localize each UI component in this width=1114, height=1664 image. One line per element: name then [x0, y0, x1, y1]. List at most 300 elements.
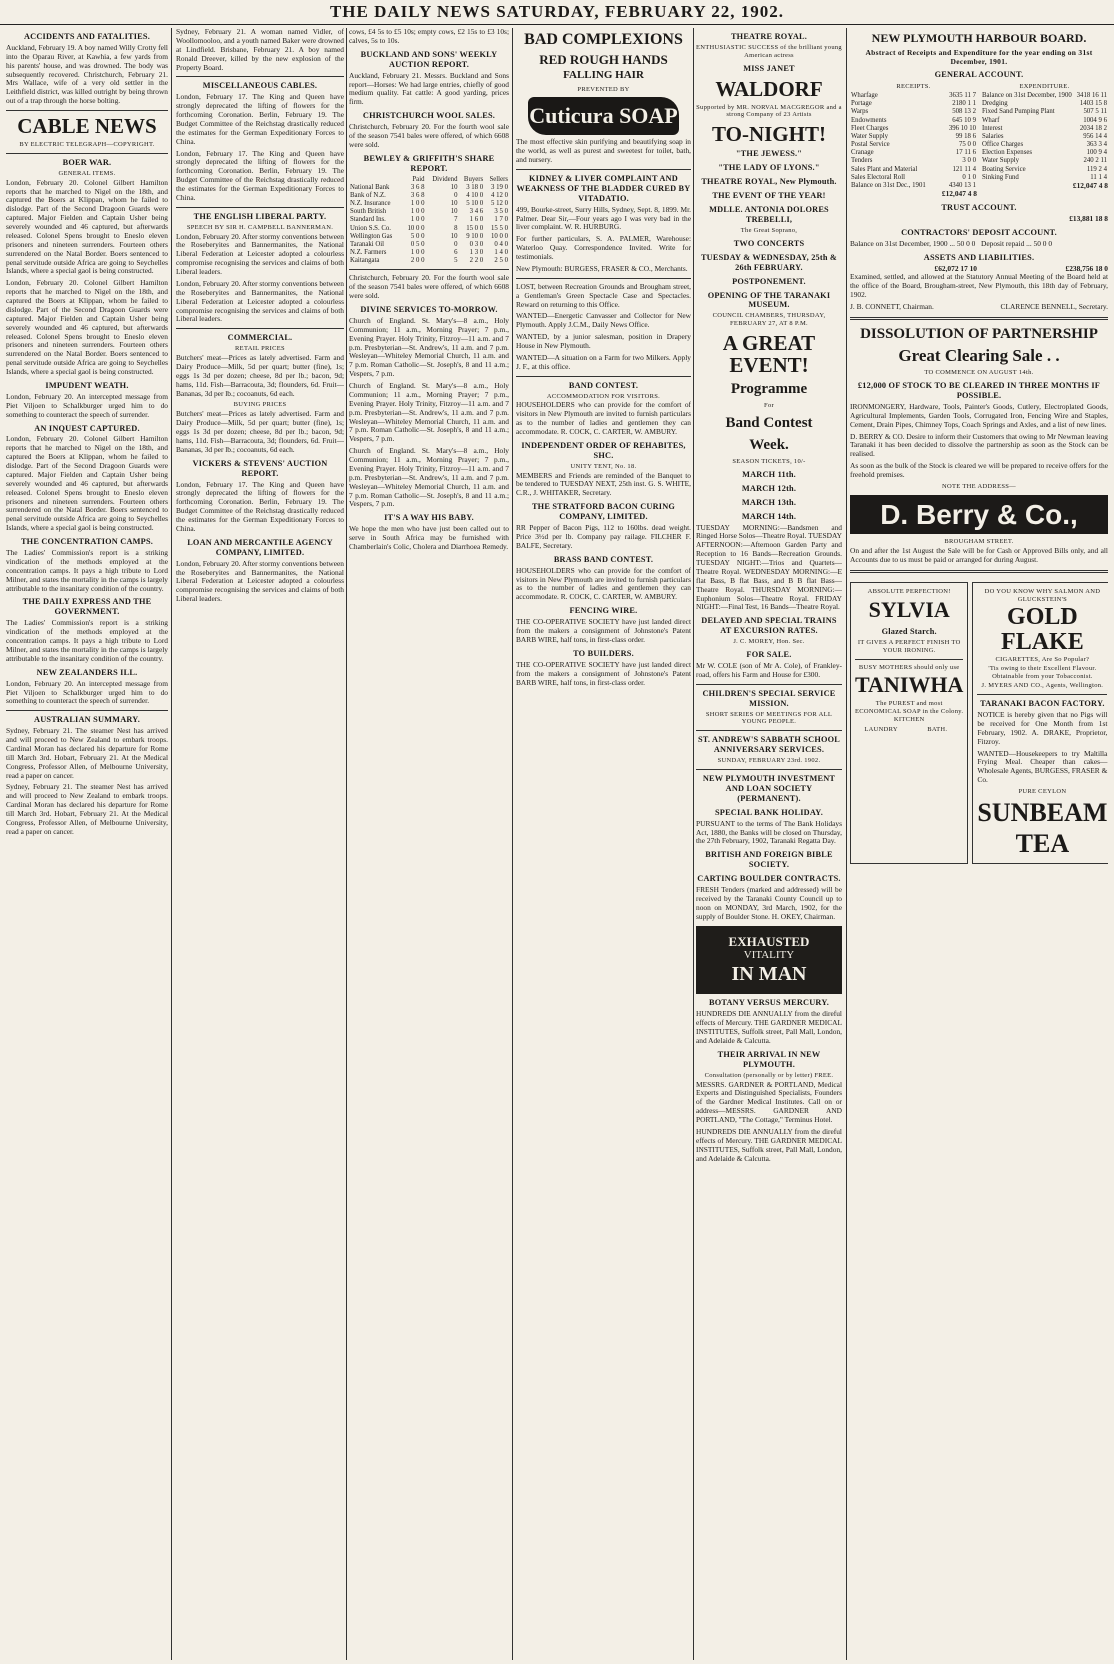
table-cell: 3 5 0 — [494, 208, 508, 216]
theatre-miss: MISS JANET — [743, 63, 795, 73]
liabilities-total: £238,756 18 0 — [1065, 263, 1108, 273]
ad-sunbeam-brand: SUNBEAM TEA — [977, 797, 1108, 858]
table-cell: 0 — [454, 240, 458, 248]
freehold-notice: As soon as the bulk of the Stock is cleared we will be prepared to receive offers for the freehold premises. — [850, 461, 1108, 480]
heading-camps: THE CONCENTRATION CAMPS. — [20, 537, 154, 547]
table-cell: Standard Ins. — [350, 216, 386, 224]
table-row — [850, 174, 977, 182]
divider — [6, 153, 168, 154]
column-2 — [176, 28, 344, 1660]
theatre-enthus: ENTHUSIASTIC SUCCESS of the brilliant young American actress — [696, 43, 842, 59]
heading-daily-express: THE DAILY EXPRESS AND THE GOVERNMENT. — [22, 597, 152, 617]
share-header-cell: Paid — [412, 175, 425, 183]
article-divine-cont2: Church of England. St. Mary's—8 a.m., Holy Communion; 11 a.m., Morning Prayer; 7 p.m., Evening Prayer. Holy Trinity, Fitzroy—11 a.m. and 7 p.m. Presbyterian—St. Andrew's, 11 a.m. and 7 p.m. Wesleyan—Whiteley Memorial Church, 11 a.m. and 7 p.m. Roman Catholic—St. Joseph's, 8 and 11 a.m.; Vespers, 7 p.m. — [349, 446, 509, 509]
divider — [850, 317, 1108, 320]
table-cell: Wellington Gas — [350, 232, 393, 240]
table-cell: 17 11 6 — [955, 149, 976, 157]
table-cell: 119 2 4 — [1086, 165, 1107, 173]
heading-divine: DIVINE SERVICES TO-MORROW. — [360, 304, 498, 314]
heading-retail: RETAIL PRICES — [235, 345, 285, 353]
table-cell: 1 0 0 — [410, 200, 425, 208]
theatre-concerts: TWO CONCERTS — [733, 238, 805, 248]
table-row — [981, 166, 1108, 174]
table-cell: 10 — [450, 208, 458, 216]
season-tickets: SEASON TICKETS, 10/- — [732, 457, 806, 465]
divider — [176, 76, 344, 77]
programme-band: Band Contest — [725, 414, 813, 431]
article-divine-cont: Church of England. St. Mary's—8 a.m., Holy Communion; 11 a.m., Morning Prayer; 7 p.m., Evening Prayer. Holy Trinity, Fitzroy—11 a.m. and 7 p.m. Presbyterian—St. Andrew's, 11 a.m. and 7 p.m. Wesleyan—Whiteley Memorial Church, 11 a.m. and 7 p.m. Roman Catholic—St. Joseph's, 8 and 11 a.m.; Vespers, 7 p.m. — [349, 381, 509, 444]
table-row — [981, 117, 1108, 125]
table-cell: 1 0 0 — [410, 216, 425, 224]
heading-liberal: THE ENGLISH LIBERAL PARTY. — [193, 211, 327, 221]
column-3 — [349, 28, 509, 1660]
table-cell: 2 2 0 — [469, 257, 484, 265]
table-cell: Office Charges — [982, 141, 1024, 149]
column-rule — [846, 28, 847, 1660]
table-cell: Taranaki Oil — [350, 240, 385, 248]
heading-short-series: SHORT SERIES OF MEETINGS FOR ALL YOUNG PEOPLE. — [705, 710, 833, 726]
table-cell: 240 2 11 — [1083, 157, 1107, 165]
article-brass: HOUSEHOLDERS who can provide for the comfort of visitors in New Plymouth are invited to furnish particulars as to the number of ladies and gentlemen they can accommodate. R. COCK, C. CARTER, W. AMBURY. — [516, 565, 691, 602]
table-cell: Water Supply — [851, 132, 889, 140]
divider — [516, 376, 691, 377]
table-row — [349, 241, 509, 249]
table-row — [981, 149, 1108, 157]
table-row — [850, 92, 977, 100]
table-row — [349, 225, 509, 233]
theatre-event: THE EVENT OF THE YEAR! — [712, 191, 826, 201]
column-rule — [171, 28, 172, 1660]
ad-finish: IT GIVES A PERFECT FINISH TO YOUR IRONING. — [857, 639, 961, 654]
article-australian: Sydney, February 21. The steamer Nest has arrived and will proceed to New Zealand to embark troops. Cardinal Moran has declared his departure for Rome till March 3rd. Hobart, February 21. At the Medical Congress, Professor Allen, of Melbourne University, read a paper on cancer. — [6, 726, 168, 780]
table-cell: 3635 11 7 — [949, 92, 976, 100]
subheading-liberal: SPEECH BY SIR H. CAMPBELL BANNERMAN. — [186, 223, 334, 231]
heading-sabbath: ST. ANDREW'S SABBATH SCHOOL ANNIVERSARY SERVICES. — [697, 735, 841, 755]
table-cell: 508 13 2 — [952, 108, 976, 116]
table-cell: 3418 16 11 — [1076, 92, 1107, 100]
article-newplym: New Plymouth: BURGESS, FRASER & CO., Merchants. — [516, 263, 688, 273]
receipts-table — [850, 92, 977, 190]
article-inquest: London, February 20. Colonel Gilbert Hamilton reports that he marched to Nigel on the 18th, and captured the Boers at Klippan, whom he failed to dislodge. Part of the Second Dragoon Guards were captured. Major Fielden and Captain Usher being severely wounded and 46 captured, but afterwards released. Colonel Spens brought to Eneslo eleven prisoners and nineteen surrenders. Fourteen others surrendered on the Natal Border. Boers sentenced to penal servitude outside Africa are going to Seychelles Islands, where a special gaol is being constructed. — [6, 434, 168, 533]
theatre-waldorf: WALDORF — [715, 76, 823, 101]
berry-notice: D. BERRY & CO. Desire to inform their Customers that owing to Mr Newman leaving Taranaki it has been decided to dissolve the partnership as soon as the Stock can be realised. — [850, 431, 1108, 459]
table-cell: 0 3 0 — [469, 240, 484, 248]
heading-vickers: VICKERS & STEVENS' AUCTION REPORT. — [192, 458, 328, 478]
theatre-postponed: POSTPONEMENT. — [732, 276, 806, 286]
harbour-board-title: NEW PLYMOUTH HARBOUR BOARD. — [871, 31, 1087, 45]
divider — [6, 710, 168, 711]
masthead-title: THE DAILY NEWS SATURDAY, FEBRUARY 22, 1902. — [329, 2, 785, 21]
share-header-cell: Sellers — [489, 175, 508, 183]
ad-red-hands: RED ROUGH HANDS — [539, 51, 668, 67]
table-cell: 2180 1 1 — [952, 100, 976, 108]
article-buckland: Auckland, February 21. Messrs. Buckland and Sons report—Horses: We had large entries, chiefly of good medium quality. Fat cattle: A good yarding, prices firm. — [349, 70, 509, 107]
table-cell: 0 4 0 — [494, 240, 508, 248]
table-row — [349, 257, 509, 265]
clearing-sub: TO COMMENCE ON AUGUST 14th. — [924, 369, 1034, 377]
table-cell: 2 0 0 — [410, 257, 425, 265]
divider — [696, 769, 842, 770]
heading-nz-ill: NEW ZEALANDERS ILL. — [36, 667, 138, 677]
table-cell: Fixed Sand Pumping Plant — [982, 108, 1055, 116]
table-cell: 10 — [450, 200, 458, 208]
table-cell: 956 14 4 — [1083, 132, 1107, 140]
column-4 — [516, 28, 691, 1660]
table-row — [349, 184, 509, 192]
heading-unity: UNITY TENT, No. 18. — [570, 462, 637, 470]
table-cell: 3 0 0 — [962, 157, 976, 165]
table-row — [349, 200, 509, 208]
table-cell: 3 4 6 — [469, 208, 484, 216]
ad-goldflake — [972, 582, 1108, 864]
ad-sunbeam-text: WANTED—Housekeepers to try Maltilla Frying Meal. Cheaper than cakes—Wholesale Agents, BURGESS, FRASER & Co. — [977, 748, 1108, 785]
article-boer-war: London, February 20. Colonel Gilbert Hamilton reports that he marched to Nigel on the 18th, and captured the Boers at Klippan, whom he failed to dislodge. Part of the Second Dragoon Guards were captured. Major Fielden and Captain Usher being severely wounded and 46 captured, but afterwards released. Colonel Spens brought to Eneslo eleven prisoners and nineteen surrenders. Fourteen others surrendered on the Natal Border. Boers sentenced to penal servitude outside Africa are going to Seychelles Islands, where a special gaol is being constructed. — [6, 177, 168, 276]
table-cell: 0 1 0 — [962, 173, 976, 181]
table-cell: Bank of N.Z. — [350, 191, 386, 199]
article-misc-cont: London, February 17. The King and Queen have strongly deprecated the lifting of flowers for the forthcoming Coronation. Berlin, February 19. The Budget Committee of the Reichstag drastically reduced the estimates for the German Expeditionary Forces to China. — [176, 148, 344, 202]
column-5 — [696, 28, 842, 1660]
heading-inquest: AN INQUEST CAPTURED. — [34, 423, 140, 433]
table-cell: 7 — [454, 216, 458, 224]
heading-builders: TO BUILDERS. — [573, 648, 634, 658]
brougham-street: BROUGHAM STREET. — [944, 538, 1014, 546]
table-cell: Wharfage — [851, 92, 878, 100]
heading-buying: BUYING PRICES — [233, 401, 287, 409]
jmorey: J. C. MOREY, Hon. Sec. — [733, 638, 805, 646]
table-cell: 10 — [450, 183, 458, 191]
sig-secretary: CLARENCE BENNELL, Secretary. — [1000, 302, 1108, 311]
table-row — [349, 192, 509, 200]
table-cell: 4340 13 1 — [948, 181, 976, 189]
table-cell: 15 0 0 — [466, 224, 484, 232]
expenditure-table — [981, 92, 1108, 182]
masthead — [0, 0, 1114, 25]
table-cell: 3 18 0 — [466, 183, 484, 191]
table-cell: 5 — [454, 257, 458, 265]
heading-loan: LOAN AND MERCANTILE AGENCY COMPANY, LIMITED. — [187, 537, 333, 557]
ad-uses — [855, 725, 963, 735]
article-misc: London, February 17. The King and Queen have strongly deprecated the lifting of flowers for the forthcoming Coronation. Berlin, February 19. The Budget Committee of the Reichstag drastically reduced the estimates for the German Expeditionary Forces to China. — [176, 92, 344, 146]
ad-bacon-factory: TARANAKI BACON FACTORY. — [980, 699, 1105, 709]
table-cell: 99 18 6 — [955, 132, 976, 140]
article-unity: MEMBERS and Friends are reminded of the Banquet to be tendered to TUESDAY NEXT, 25th inst. G. S. WHITE, C.R., J. WHITAKER, Secretary. — [516, 470, 691, 498]
heading-australian: AUSTRALIAN SUMMARY. — [34, 715, 140, 725]
trust-total: £13,881 18 8 — [1069, 213, 1108, 223]
heading-contractors: CONTRACTORS' DEPOSIT ACCOUNT. — [901, 227, 1057, 237]
heading-general-account: GENERAL ACCOUNT. — [934, 70, 1024, 80]
table-cell: 15 5 0 — [491, 224, 508, 232]
heading-assets: ASSETS AND LIABILITIES. — [923, 252, 1035, 262]
heading-baby: IT'S A WAY HIS BABY. — [384, 513, 474, 523]
share-header-company — [349, 176, 403, 184]
table-cell: 1403 15 8 — [1079, 100, 1107, 108]
table-row — [981, 125, 1108, 133]
article-nz-ill: London, February 20. An intercepted message from Piet Viljoen to Schalkburger urged him to do something to counteract the speech of surrender. — [6, 678, 168, 706]
signatures — [850, 303, 1108, 312]
article-top-col3: cows, £4 5s to £5 10s; empty cows, £2 15s to £3 10s; calves, 5s to 10s. — [349, 28, 509, 45]
expenditure-label: EXPENDITURE. — [1019, 83, 1070, 91]
theatre-jewess: "THE JEWESS." — [735, 149, 803, 159]
article-vickers: London, February 17. The King and Queen have strongly deprecated the lifting of flowers for the forthcoming Coronation. Berlin, February 19. The Budget Committee of the Reichstag drastically reduced the estimates for the German Expeditionary Forces to China. — [176, 479, 344, 533]
table-cell: 4 10 0 — [466, 191, 484, 199]
table-row — [850, 141, 977, 149]
table-cell: 100 9 4 — [1086, 149, 1107, 157]
ad-busy: BUSY MOTHERS should only use — [858, 663, 960, 671]
ad-excellent: 'Tis owing to their Excellent Flavour. — [988, 664, 1097, 672]
table-cell: Dredging — [982, 100, 1008, 108]
table-cell: 1 0 0 — [410, 208, 425, 216]
berry-logo: D. Berry & Co., — [850, 495, 1108, 535]
table-cell: Sales Plant and Material — [851, 165, 918, 173]
divider — [696, 730, 842, 731]
heading-oddfellows: INDEPENDENT ORDER OF REHABITES, SHC. — [521, 440, 686, 460]
theatre-royal-2: THEATRE ROYAL, New Plymouth. — [701, 177, 837, 187]
theatre-soprano: The Great Soprano, — [740, 226, 798, 234]
table-cell: Water Supply — [982, 157, 1020, 165]
table-row — [850, 133, 977, 141]
ad-tobacconist: Obtainable from your Tobacconist. — [992, 673, 1093, 681]
table-cell: 396 10 10 — [948, 124, 976, 132]
column-6 — [850, 28, 1108, 1660]
article-baby: We hope the men who have just been called out to serve in South Africa may be furnished with Chamberlain's Colic, Cholera and Diarrhoea Remedy. — [349, 524, 509, 552]
ad-absolute: ABSOLUTE PERFECTION! — [867, 587, 951, 595]
table-row — [349, 233, 509, 241]
article-share-cont: Christchurch, February 20. For the fourth wool sale of the season 7541 bales were offered, of which 6608 were sold. — [349, 273, 509, 301]
ad-wanted-2: WANTED, by a junior salesman, position in Drapery House in New Plymouth. — [516, 332, 691, 351]
ad-sylvia — [850, 582, 968, 864]
article-accidents: Auckland, February 19. A boy named Willy Crotty fell into the Oparau River, at Kawhia, a few yards from his parents' house, and was drowned. The body was subsequently recovered. Christchurch, February 21. Mrs Wallace, wife of a very old settler in the Leithfield district, was killed outright by being thrown out of a trap through the horse bolting. — [6, 42, 168, 106]
ad-bacon-text: NOTICE is hereby given that no Pigs will be received for One Month from 1st February, 1902. A. DRAKE, Proprietor, Fitzroy. — [977, 710, 1108, 746]
ad-lost: LOST, between Recreation Grounds and Brougham street, a Gentleman's Green Spectacle Case and Spectacles. Reward on returning to this Office. — [516, 281, 691, 309]
table-row — [349, 249, 509, 257]
article-divine: Church of England. St. Mary's—8 a.m., Holy Communion; 11 a.m., Morning Prayer; 7 p.m., Evening Prayer. Holy Trinity, Fitzroy—11 a.m. and 7 p.m. Presbyterian—St. Andrew's, 11 a.m. and 7 p.m. Wesleyan—Whiteley Memorial Church, 11 a.m. and 7 p.m. Roman Catholic—St. Joseph's, 8 and 11 a.m.; Vespers, 7 p.m. — [349, 315, 509, 379]
ad-ceylon: PURE CEYLON — [1018, 788, 1067, 796]
article-retail: Butchers' meat—Prices as lately advertised. Farm and Dairy Produce—Milk, 5d per quart; butter (fine), 1s; eggs 1s 3d per dozen; cheese, 8d per lb.; bacon, 9d; hams, 11d. Fish—Barracouta, 3d; flounders, 6d. Fruit—Bananas, 3d per lb.; cocoanuts, 6d each. — [176, 353, 344, 398]
theatre-tonight: TO-NIGHT! — [712, 122, 826, 147]
heading-bank-holiday: SPECIAL BANK HOLIDAY. — [714, 807, 824, 817]
heading-consult: Consultation (personally or by letter) FREE. — [704, 1071, 834, 1079]
divider — [977, 694, 1107, 695]
divider — [349, 269, 509, 270]
bottom-ads — [850, 578, 1108, 868]
table-row — [349, 208, 509, 216]
table-row — [850, 117, 977, 125]
table-cell: 1 0 0 — [410, 249, 425, 257]
ad-cuticura-text: The most effective skin purifying and beautifying soap in the world, as well as purest and sweetest for toilet, bath, and nursery. — [516, 137, 691, 164]
ad-cigarettes: CIGARETTES, Are So Popular? — [995, 655, 1090, 663]
heading-for-sale: FOR SALE. — [746, 649, 792, 659]
great-event: A GREAT EVENT! — [722, 331, 816, 378]
assets-total: £62,072 17 10 — [934, 263, 977, 273]
dissolution-heading: DISSOLUTION OF PARTNERSHIP — [860, 325, 1098, 342]
ad-laundry: LAUNDRY — [864, 726, 898, 734]
article-bank-holiday: PURSUANT to the terms of The Bank Holidays Act, 1880, the Banks will be closed on Thursday, the 27th February, 1902, Taranaki Regatta Day. — [696, 818, 842, 846]
table-cell: 3 19 0 — [491, 183, 508, 191]
table-cell: Balance on 31st December, 1900 — [982, 92, 1072, 100]
march-14: MARCH 14th. — [741, 511, 797, 521]
iron-list: IRONMONGERY, Hardware, Tools, Painter's Goods, Cutlery, Electroplated Goods, Agricultural Implements, Garden Tools, Corrugated Iron, Fencing Wire and Staples, Cement, Drain Pipes, Chimney Tops, Coach Springs and Axles, and a list of new lines. — [850, 401, 1108, 429]
examined-text: Examined, settled, and allowed at the Statutory Annual Meeting of the Board held at the office of the Board, Brougham-street, New Plymouth, this 18th day of February, 1902. — [850, 272, 1108, 300]
heading-trust: TRUST ACCOUNT. — [941, 202, 1017, 212]
heading-accommodation: ACCOMMODATION FOR VISITORS. — [546, 392, 661, 400]
table-cell: 6 — [454, 249, 458, 257]
heading-commercial: COMMERCIAL. — [227, 333, 293, 343]
table-cell: 75 0 0 — [959, 141, 976, 149]
heading-kidney: KIDNEY & LIVER COMPLAINT AND WEAKNESS OF THE BLADDER CURED BY VITADATIO. — [516, 173, 691, 203]
table-cell: 1004 9 6 — [1083, 116, 1107, 124]
heading-fencing: FENCING WIRE. — [569, 606, 638, 616]
article-fencing: THE CO-OPERATIVE SOCIETY have just landed direct from the makers a consignment of Johnstone's Patent BARB WIRE, half tons, in first-class order. — [516, 617, 691, 644]
table-cell: 3 6 8 — [410, 191, 425, 199]
article-liberal: London, February 20. After stormy conventions between the Roseberyites and Bannermanites, the National Liberal Federation at Leicester adopted a colourless compromise recognising the services and claims of both Liberal leaders. — [176, 231, 344, 277]
table-cell: 363 3 4 — [1086, 141, 1107, 149]
contractors-receipts: Balance on 31st December, 1900 ... 50 0 0 — [850, 238, 976, 248]
article-accommodation: HOUSEHOLDERS who can provide for the comfort of visitors in New Plymouth are invited to furnish particulars as to the number of ladies and gentlemen they can accommodate. R. COCK, C. CARTER, W. AMBURY. — [516, 400, 691, 437]
receipts-label: RECEIPTS. — [896, 83, 931, 91]
table-cell: 507 5 11 — [1083, 108, 1107, 116]
article-further: For further particulars, S. A. PALMER, Warehouse: Waterloo Quay. Correspondence Invited. Write for testimonials. — [516, 234, 691, 262]
article-botany: HUNDREDS DIE ANNUALLY from the direful effects of Mercury. THE GARDNER MEDICAL INSTITUTES, Suffolk street, Pall Mall, London, and Adelaide & Calcutta. — [696, 1009, 842, 1046]
table-cell: Sinking Fund — [982, 173, 1019, 181]
table-row — [850, 108, 977, 116]
article-express: The Ladies' Commission's report is a striking vindication of the methods employed at the concentration camps. It pays a high tribute to Lord Milner, and states the mortality in the camps is largely attributable to the insanitary condition of the country. — [6, 618, 168, 663]
table-cell: 9 10 0 — [466, 232, 484, 240]
table-row — [981, 141, 1108, 149]
article-boer-war-cont: London, February 20. Colonel Gilbert Hamilton reports that he marched to Nigel on the 18th, and captured the Boers at Klippan, whom he failed to dislodge. Part of the Second Dragoon Guards were captured. Major Fielden and Captain Usher being severely wounded and 46 captured, but afterwards released. Colonel Spens brought to Eneslo eleven prisoners and nineteen surrenders. Fourteen others surrendered on the Natal Border. Boers sentenced to penal servitude outside Africa are going to Seychelles Islands, where a special gaol is being constructed. — [6, 278, 168, 377]
clearing-sale: Great Clearing Sale . . — [898, 345, 1060, 365]
expenditure-total: £12,047 4 8 — [1072, 180, 1108, 190]
table-cell: Interest — [982, 124, 1003, 132]
table-row — [981, 108, 1108, 116]
programme-week: Week. — [749, 436, 789, 453]
ad-taniwha: TANIWHA — [855, 672, 964, 698]
ad-goldflake-brand: GOLD FLAKE — [1001, 603, 1084, 655]
heading-sunday: SUNDAY, FEBRUARY 23rd. 1902. — [717, 757, 821, 765]
divider — [176, 207, 344, 208]
divider — [516, 278, 691, 279]
table-cell: Endowments — [851, 116, 887, 124]
share-table — [349, 176, 509, 266]
cash-notice: On and after the 1st August the Sale will be for Cash or Approved Bills only, and all Accounts due to us must be paid or arranged for during August. — [850, 546, 1108, 565]
general-account — [850, 82, 1108, 199]
heading-children: CHILDREN'S SPECIAL SERVICE MISSION. — [702, 688, 836, 708]
table-cell: N.Z. Insurance — [350, 200, 391, 208]
heading-general-items: GENERAL ITEMS. — [58, 169, 116, 177]
column-rule — [693, 28, 694, 1660]
divider — [516, 169, 691, 170]
ad-agents: J. MYERS AND CO., Agents, Wellington. — [981, 682, 1104, 690]
column-rule — [512, 28, 513, 1660]
table-cell: Fleet Charges — [851, 124, 889, 132]
excursion: DELAYED AND SPECIAL TRAINS AT EXCURSION RATES. — [701, 616, 837, 636]
table-cell: 0 5 0 — [410, 240, 425, 248]
table-cell: Wharf — [982, 116, 1000, 124]
table-cell: 8 — [454, 224, 458, 232]
table-cell: Warps — [851, 108, 869, 116]
heading-misc-cables: MISCELLANEOUS CABLES. — [202, 81, 318, 91]
theatre-supported: Supported by MR. NORVAL MACGREGOR and a strong Company of 23 Artists — [696, 103, 842, 119]
table-row — [981, 133, 1108, 141]
programme-text: TUESDAY MORNING:—Bandsmen and Ringed Horse Solos—Theatre Royal. TUESDAY AFTERNOON:—Afternoon Garden Party and Reception to 16 Bands—Recreation Grounds. TUESDAY NIGHT:—Trios and Quartets—Theatre Royal. WEDNESDAY MORNING:—E flat Bass, B flat Bass, and B B flat Bass—Theatre Royal. THURSDAY MORNING:—Euphonium Solos—Theatre Royal. FRIDAY NIGHT:—Final Test, 16 Bands—Theatre Royal. — [696, 522, 842, 612]
article-buying: Butchers' meat—Prices as lately advertised. Farm and Dairy Produce—Milk, 5d per quart; butter (fine), 1s; eggs 1s 3d per dozen; cheese, 8d per lb.; bacon, 9d; hams, 11d. Fish—Barracouta, 3d; flounders, 6d. Fruit—Bananas, 3d per lb.; cocoanuts, 6d each. — [176, 409, 344, 454]
article-builders: THE CO-OPERATIVE SOCIETY have just landed direct from the makers a consignment of Johnstone's Patent BARB WIRE, half tons, in first-class order. — [516, 659, 691, 687]
table-cell: 1 3 0 — [469, 249, 484, 257]
theatre-council: COUNCIL CHAMBERS, THURSDAY, FEBRUARY 27, AT 8 P.M. — [712, 312, 826, 328]
ad-soap: The PUREST and most ECONOMICAL SOAP in the Colony. — [855, 699, 964, 715]
table-cell: Salaries — [982, 132, 1004, 140]
table-cell: South British — [350, 208, 387, 216]
programme-title: Programme — [730, 381, 808, 398]
table-cell: 4 12 0 — [491, 191, 508, 199]
table-cell: 3 6 8 — [410, 183, 425, 191]
ad-bath: BATH. — [927, 726, 948, 734]
article-wool: Christchurch, February 20. For the fourth wool sale of the season 7541 bales were offered, of which 6608 were sold. — [349, 122, 509, 149]
ad-cuticura-logo: Cuticura SOAP — [528, 97, 679, 135]
divider — [176, 328, 344, 329]
table-row — [850, 166, 977, 174]
table-cell: 0 — [454, 191, 458, 199]
heading-accidents: ACCIDENTS AND FATALITIES. — [23, 32, 151, 41]
heading-brass: BRASS BAND CONTEST. — [553, 554, 654, 564]
share-header-cell: Dividend — [432, 175, 458, 183]
heading-boer-war: BOER WAR. — [62, 157, 112, 167]
table-cell: 2034 18 2 — [1079, 124, 1107, 132]
table-cell: 11 1 4 — [1090, 173, 1107, 181]
table-row — [981, 92, 1108, 100]
table-cell: 10 0 0 — [491, 232, 508, 240]
table-cell: N.Z. Farmers — [350, 249, 387, 257]
article-australian-cont: Sydney, February 21. The steamer Nest has arrived and will proceed to New Zealand to embark troops. Cardinal Moran has declared his departure for Rome till March 3rd. Hobart, February 21. At the Medical Congress, Professor Allen, of Melbourne University, read a paper on cancer. — [6, 782, 168, 836]
cable-news-title: CABLE NEWS — [17, 114, 157, 139]
table-row — [850, 125, 977, 133]
table-cell: Sales Electoral Roll — [851, 173, 905, 181]
ad-do-you: DO YOU KNOW WHY SALMON AND GLUCKSTEIN'S — [984, 587, 1101, 603]
table-row — [981, 157, 1108, 165]
divider — [6, 110, 168, 111]
table-row — [981, 100, 1108, 108]
ad-vitality-banner: EXHAUSTED VITALITY IN MAN — [696, 926, 842, 995]
article-kidney: 499, Bourke-street, Surry Hills, Sydney, Sept. 8, 1899. Mr. Palmer. Dear Sir,—Four years ago I was very bad in the liver complaint. W. R. HURBURG. — [516, 204, 691, 232]
heading-botany: BOTANY VERSUS MERCURY. — [708, 998, 830, 1008]
ad-glazed: Glazed Starch. — [881, 627, 937, 637]
table-row — [850, 149, 977, 157]
programme-for: For — [764, 402, 774, 410]
table-cell: 645 10 9 — [952, 116, 976, 124]
table-cell: 1 4 0 — [494, 249, 508, 257]
article-loan: London, February 20. After stormy conventions between the Roseberyites and Bannermanites, the National Liberal Federation at Leicester adopted a colourless compromise recognising the services and claims of both Liberal leaders. — [176, 558, 344, 604]
march-13: MARCH 13th. — [741, 497, 797, 507]
note-address: NOTE THE ADDRESS— — [942, 482, 1016, 490]
heading-arrival: THEIR ARRIVAL IN NEW PLYMOUTH. — [717, 1049, 821, 1069]
cable-news-subtitle: BY ELECTRIC TELEGRAPH—COPYRIGHT. — [19, 141, 155, 149]
heading-share-report: BEWLEY & GRIFFITH'S SHARE REPORT. — [363, 153, 495, 173]
sig-chairman: J. B. CONNETT, Chairman. — [850, 302, 934, 311]
table-cell: Union S.S. Co. — [350, 224, 391, 232]
divider — [850, 570, 1108, 573]
ad-bad-complexions: BAD COMPLEXIONS — [524, 31, 683, 48]
contractors-expend: Deposit repaid ... 50 0 0 — [981, 238, 1053, 248]
column-rule — [346, 28, 347, 1660]
table-cell: 5 0 0 — [410, 232, 425, 240]
table-cell: 10 — [450, 232, 458, 240]
ad-prevented: PREVENTED BY — [577, 85, 630, 93]
theatre-dates: TUESDAY & WEDNESDAY, 25th & 26th FEBRUARY. — [700, 252, 838, 272]
column-1 — [6, 28, 168, 1660]
heading-band-contest: BAND CONTEST. — [568, 380, 639, 390]
theatre-section — [696, 32, 842, 646]
heading-bible: BRITISH AND FOREIGN BIBLE SOCIETY. — [705, 850, 833, 870]
ad-wanted-3: WANTED—A situation on a Farm for two Milkers. Apply J. F., at this office. — [516, 352, 691, 371]
